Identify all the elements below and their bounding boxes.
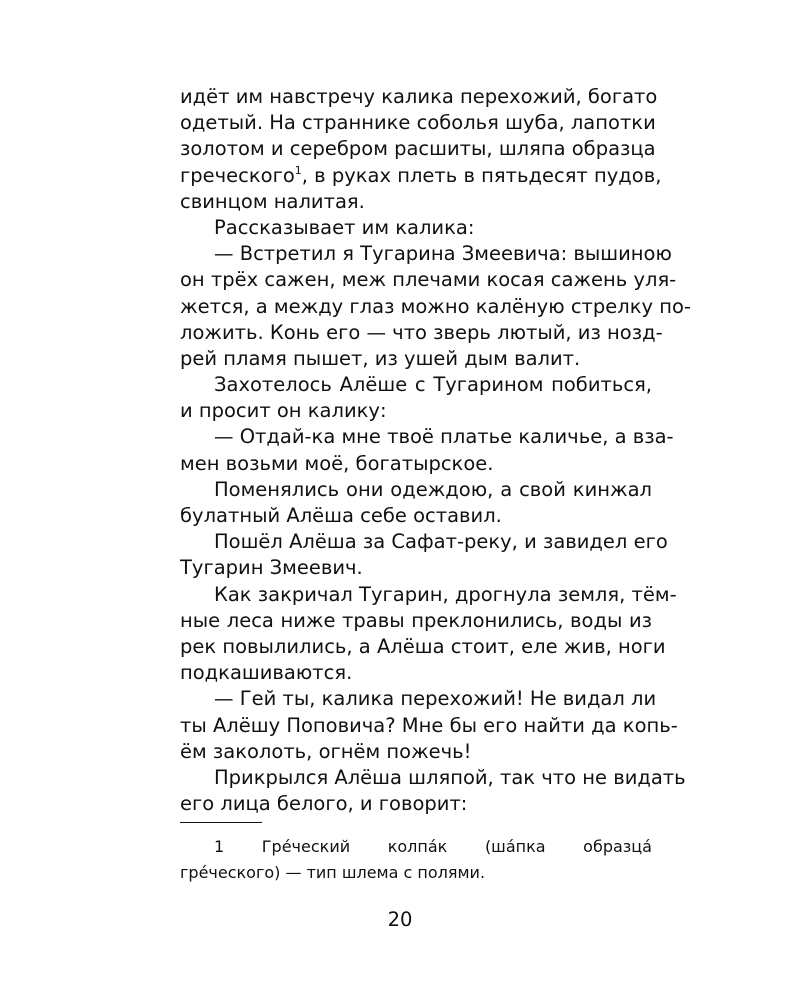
- text-line: булатный Алёша себе оставил.: [180, 504, 502, 527]
- text-line: ты Алёшу Поповича? Мне бы его найти да копь-: [180, 713, 678, 737]
- text-line: [180, 163, 662, 189]
- footnote-divider: [180, 822, 262, 823]
- text-line: рек повылились, а Алёша стоит, еле жив, ноги: [180, 634, 666, 658]
- text-line: он трёх сажен, меж плечами косая сажень уля-: [180, 268, 677, 292]
- text-line: ём заколоть, огнём пожечь!: [180, 739, 472, 763]
- footnote-reference: 1: [294, 163, 302, 177]
- text-line: — Гей ты, калика перехожий! Не видал ли: [214, 687, 657, 711]
- text-line: Захотелось Алёше с Тугарином побиться,: [214, 373, 652, 397]
- text-line: Как закричал Тугарин, дрогнула земля, тём-: [214, 582, 677, 606]
- footnote-mark: 1: [214, 837, 225, 856]
- text-line: рей пламя пышет, из ушей дым валит.: [180, 346, 581, 370]
- text-line: жется, а между глаз можно калёную стрелку по-: [180, 294, 691, 318]
- page-number: 20: [387, 908, 413, 931]
- text-line: Тугарин Змеевич.: [180, 556, 363, 580]
- text-line: идёт им навстречу калика перехожий, богато: [180, 85, 658, 108]
- text-fragment: , в руках плеть в пятьдесят пудов,: [301, 163, 662, 187]
- text-line: — Встретил я Тугарина Змеевича: вышиною: [214, 242, 672, 266]
- footnote-line: гре́ческого) — тип шлема с полями.: [180, 863, 486, 882]
- text-line: ные леса ниже травы преклонились, воды из: [180, 608, 652, 632]
- text-line: Пошёл Алёша за Сафат-реку, и завидел его: [214, 530, 668, 554]
- text-line: одетый. На страннике соболья шуба, лапотки: [180, 111, 656, 135]
- footnote-text: Гре́ческий колпа́к (ша́пка образца́: [261, 837, 652, 856]
- text-line: Поменялись они одеждою, а свой кинжал: [214, 477, 652, 501]
- footnote: [180, 834, 652, 886]
- text-line: — Отдай-ка мне твоё платье каличье, а вза-: [214, 425, 674, 449]
- text-line: ложить. Конь его — что зверь лютый, из нозд-: [180, 320, 663, 344]
- text-line: мен возьми моё, богатырское.: [180, 451, 494, 475]
- text-line: и просит он калику:: [180, 399, 387, 423]
- text-fragment: греческого: [180, 163, 295, 187]
- footnote-line: [180, 834, 652, 860]
- text-line: Прикрылся Алёша шляпой, так что не видать: [214, 765, 686, 789]
- text-line: подкашиваются.: [180, 661, 353, 685]
- text-line: Рассказывает им калика:: [214, 215, 475, 239]
- text-line: его лица белого, и говорит:: [180, 792, 468, 816]
- main-text: [180, 84, 691, 817]
- text-line: свинцом налитая.: [180, 189, 365, 213]
- text-line: золотом и серебром расшиты, шляпа образца: [180, 137, 656, 161]
